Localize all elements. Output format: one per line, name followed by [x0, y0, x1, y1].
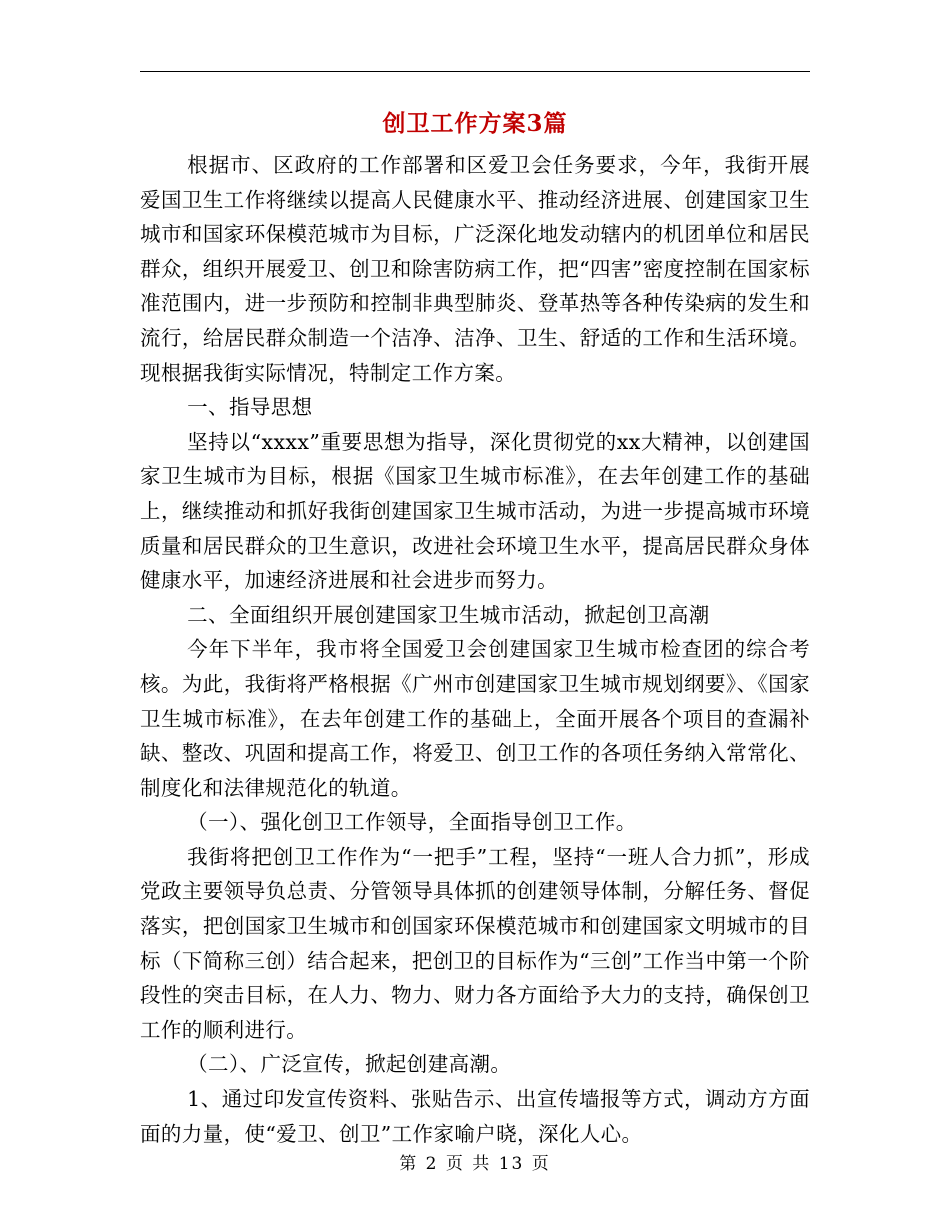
section-heading-guiding-ideology: 一、指导思想 [187, 395, 313, 420]
paragraph-publicity-item-1: 1、通过印发宣传资料、张贴告示、出宣传墙报等方式，调动方方面面的力量，使“爱卫、创卫”工作家喻户晓，深化人心。 [140, 1087, 810, 1146]
paragraph-intro: 根据市、区政府的工作部署和区爱卫会任务要求，今年，我街开展爱国卫生工作将继续以提高人民健康水平、推动经济进展、创建国家卫生城市和国家环保模范城市为目标，广泛深化地发动辖内的机团单位和居民群众，组织开展爱卫、创卫和除害防病工作，把“四害”密度控制在国家标准范围内，进一步预防和控制非典型肺炎、登革热等各种传染病的发生和流行，给居民群众制造一个洁净、洁净、卫生、舒适的工作和生活环境。现根据我街实际情况，特制定工作方案。 [140, 153, 810, 385]
subsection-heading-publicity: （二）、广泛宣传，掀起创建高潮。 [187, 1052, 512, 1077]
paragraph-guiding-ideology: 坚持以“xxxx”重要思想为指导，深化贯彻党的xx大精神，以创建国家卫生城市为目标，根据《国家卫生城市标准》，在去年创建工作的基础上，继续推动和抓好我街创建国家卫生城市活动，为进一步提高城市环境质量和居民群众的卫生意识，改进社会环境卫生水平，提高居民群众身体健康水平，加速经济进展和社会进步而努力。 [140, 429, 810, 593]
header-rule [140, 71, 810, 72]
paragraph-leadership: 我街将把创卫工作作为“一把手”工程，坚持“一班人合力抓”，形成党政主要领导负总责、分管领导具体抓的创建领导体制，分解任务、督促落实，把创国家卫生城市和创国家环保模范城市和创建国家文明城市的目标（下简称三创）结合起来，把创卫的目标作为“三创”工作当中第一个阶段性的突击目标，在人力、物力、财力各方面给予大力的支持，确保创卫工作的顺利进行。 [140, 844, 810, 1042]
document-title: 创卫工作方案3篇 [382, 110, 568, 137]
document-body [140, 148, 810, 1151]
subsection-heading-leadership: （一）、强化创卫工作领导，全面指导创卫工作。 [187, 810, 637, 835]
paragraph-campaign: 今年下半年，我市将全国爱卫会创建国家卫生城市检查团的综合考核。为此，我街将严格根据《广州市创建国家卫生城市规划纲要》、《国家卫生城市标准》，在去年创建工作的基础上，全面开展各个项目的查漏补缺、整改、巩固和提高工作，将爱卫、创卫工作的各项任务纳入常常化、制度化和法律规范化的轨道。 [140, 637, 810, 800]
section-heading-campaign: 二、全面组织开展创建国家卫生城市活动，掀起创卫高潮 [187, 602, 710, 627]
page-number-footer: 第 2 页 共 13 页 [399, 1154, 551, 1174]
